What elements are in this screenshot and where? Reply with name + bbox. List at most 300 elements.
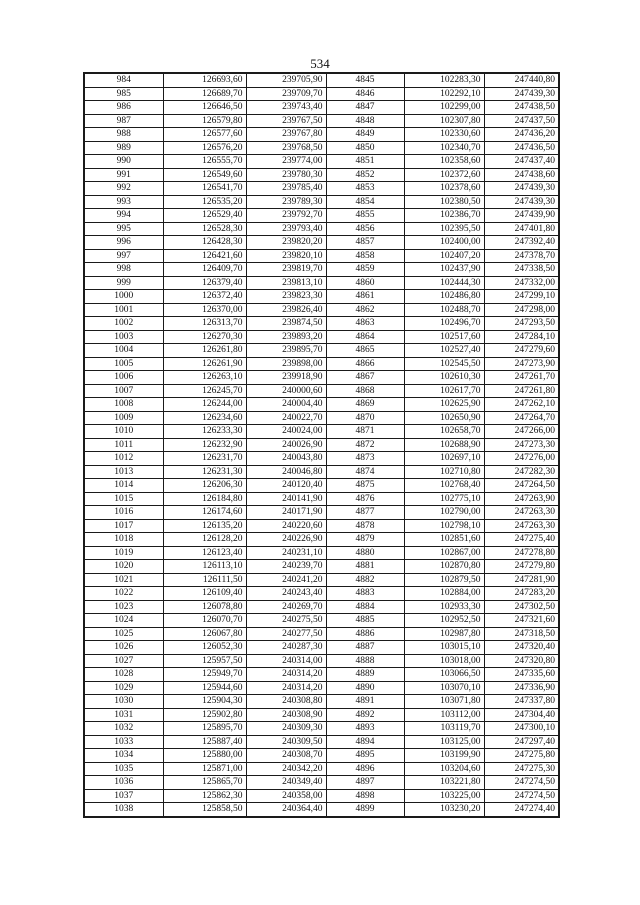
table-row [84, 452, 559, 466]
point-number-cell: 1010 [84, 425, 163, 439]
x-coordinate-cell: 102372,60 [404, 168, 484, 182]
table-row [84, 209, 559, 223]
table-row [84, 600, 559, 614]
y-coordinate-cell: 240349,40 [246, 776, 326, 790]
point-number-cell: 1018 [84, 533, 163, 547]
point-number-cell: 1002 [84, 317, 163, 331]
x-coordinate-cell: 102292,10 [404, 87, 484, 101]
x-coordinate-cell: 102952,50 [404, 614, 484, 628]
y-coordinate-cell: 247320,80 [484, 654, 559, 668]
x-coordinate-cell: 103204,60 [404, 762, 484, 776]
x-coordinate-cell: 126113,10 [163, 560, 246, 574]
point-number-cell: 986 [84, 101, 163, 115]
y-coordinate-cell: 247275,40 [484, 533, 559, 547]
y-coordinate-cell: 239895,70 [246, 344, 326, 358]
x-coordinate-cell: 126261,90 [163, 357, 246, 371]
point-number-cell: 4870 [326, 411, 404, 425]
table-row [84, 303, 559, 317]
point-number-cell: 1017 [84, 519, 163, 533]
x-coordinate-cell: 102610,30 [404, 371, 484, 385]
x-coordinate-cell: 103199,90 [404, 749, 484, 763]
point-number-cell: 4867 [326, 371, 404, 385]
y-coordinate-cell: 239820,20 [246, 236, 326, 250]
x-coordinate-cell: 126646,50 [163, 101, 246, 115]
coordinates-table-body [84, 73, 559, 817]
x-coordinate-cell: 126070,70 [163, 614, 246, 628]
point-number-cell: 1034 [84, 749, 163, 763]
y-coordinate-cell: 247264,70 [484, 411, 559, 425]
point-number-cell: 4854 [326, 195, 404, 209]
y-coordinate-cell: 239785,40 [246, 182, 326, 196]
table-row [84, 708, 559, 722]
x-coordinate-cell: 125871,00 [163, 762, 246, 776]
point-number-cell: 4864 [326, 330, 404, 344]
x-coordinate-cell: 125949,70 [163, 668, 246, 682]
point-number-cell: 991 [84, 168, 163, 182]
table-row [84, 803, 559, 817]
point-number-cell: 4858 [326, 249, 404, 263]
y-coordinate-cell: 247278,80 [484, 546, 559, 560]
y-coordinate-cell: 247440,80 [484, 73, 559, 87]
table-row [84, 357, 559, 371]
y-coordinate-cell: 240231,10 [246, 546, 326, 560]
x-coordinate-cell: 103018,00 [404, 654, 484, 668]
table-row [84, 614, 559, 628]
y-coordinate-cell: 247298,00 [484, 303, 559, 317]
y-coordinate-cell: 239918,90 [246, 371, 326, 385]
point-number-cell: 1025 [84, 627, 163, 641]
x-coordinate-cell: 102697,10 [404, 452, 484, 466]
table-row [84, 384, 559, 398]
x-coordinate-cell: 126409,70 [163, 263, 246, 277]
point-number-cell: 4880 [326, 546, 404, 560]
x-coordinate-cell: 126231,70 [163, 452, 246, 466]
y-coordinate-cell: 240358,00 [246, 789, 326, 803]
point-number-cell: 993 [84, 195, 163, 209]
x-coordinate-cell: 102407,20 [404, 249, 484, 263]
y-coordinate-cell: 247274,50 [484, 789, 559, 803]
y-coordinate-cell: 240275,50 [246, 614, 326, 628]
x-coordinate-cell: 102307,80 [404, 114, 484, 128]
table-row [84, 654, 559, 668]
point-number-cell: 995 [84, 222, 163, 236]
y-coordinate-cell: 247439,30 [484, 182, 559, 196]
point-number-cell: 4886 [326, 627, 404, 641]
y-coordinate-cell: 239743,40 [246, 101, 326, 115]
point-number-cell: 4876 [326, 492, 404, 506]
point-number-cell: 4899 [326, 803, 404, 817]
point-number-cell: 4866 [326, 357, 404, 371]
x-coordinate-cell: 102380,50 [404, 195, 484, 209]
y-coordinate-cell: 247293,50 [484, 317, 559, 331]
table-row [84, 627, 559, 641]
x-coordinate-cell: 126428,30 [163, 236, 246, 250]
x-coordinate-cell: 125944,60 [163, 681, 246, 695]
y-coordinate-cell: 240171,90 [246, 506, 326, 520]
y-coordinate-cell: 239826,40 [246, 303, 326, 317]
y-coordinate-cell: 247284,10 [484, 330, 559, 344]
y-coordinate-cell: 247281,90 [484, 573, 559, 587]
x-coordinate-cell: 102867,00 [404, 546, 484, 560]
point-number-cell: 992 [84, 182, 163, 196]
y-coordinate-cell: 240239,70 [246, 560, 326, 574]
point-number-cell: 1012 [84, 452, 163, 466]
table-row [84, 141, 559, 155]
x-coordinate-cell: 125862,30 [163, 789, 246, 803]
y-coordinate-cell: 240226,90 [246, 533, 326, 547]
x-coordinate-cell: 125887,40 [163, 735, 246, 749]
x-coordinate-cell: 103119,70 [404, 722, 484, 736]
y-coordinate-cell: 247279,60 [484, 344, 559, 358]
point-number-cell: 4881 [326, 560, 404, 574]
table-row [84, 425, 559, 439]
point-number-cell: 4896 [326, 762, 404, 776]
point-number-cell: 4895 [326, 749, 404, 763]
y-coordinate-cell: 240314,00 [246, 654, 326, 668]
x-coordinate-cell: 102386,70 [404, 209, 484, 223]
table-row [84, 546, 559, 560]
y-coordinate-cell: 239767,50 [246, 114, 326, 128]
point-number-cell: 1003 [84, 330, 163, 344]
table-row [84, 411, 559, 425]
point-number-cell: 1036 [84, 776, 163, 790]
point-number-cell: 4894 [326, 735, 404, 749]
y-coordinate-cell: 247438,50 [484, 101, 559, 115]
x-coordinate-cell: 126128,20 [163, 533, 246, 547]
y-coordinate-cell: 247262,10 [484, 398, 559, 412]
x-coordinate-cell: 103112,00 [404, 708, 484, 722]
point-number-cell: 989 [84, 141, 163, 155]
coordinates-table [83, 72, 560, 818]
y-coordinate-cell: 240120,40 [246, 479, 326, 493]
point-number-cell: 1001 [84, 303, 163, 317]
y-coordinate-cell: 247261,80 [484, 384, 559, 398]
table-row [84, 560, 559, 574]
x-coordinate-cell: 126245,70 [163, 384, 246, 398]
table-row [84, 128, 559, 142]
point-number-cell: 4887 [326, 641, 404, 655]
point-number-cell: 4857 [326, 236, 404, 250]
x-coordinate-cell: 102358,60 [404, 155, 484, 169]
point-number-cell: 4878 [326, 519, 404, 533]
x-coordinate-cell: 125880,00 [163, 749, 246, 763]
y-coordinate-cell: 240269,70 [246, 600, 326, 614]
x-coordinate-cell: 126579,80 [163, 114, 246, 128]
point-number-cell: 1014 [84, 479, 163, 493]
table-row [84, 749, 559, 763]
point-number-cell: 4872 [326, 438, 404, 452]
table-row [84, 506, 559, 520]
y-coordinate-cell: 239823,30 [246, 290, 326, 304]
y-coordinate-cell: 239874,50 [246, 317, 326, 331]
y-coordinate-cell: 247273,90 [484, 357, 559, 371]
y-coordinate-cell: 247437,40 [484, 155, 559, 169]
table-row [84, 735, 559, 749]
point-number-cell: 4859 [326, 263, 404, 277]
point-number-cell: 4879 [326, 533, 404, 547]
x-coordinate-cell: 126535,20 [163, 195, 246, 209]
point-number-cell: 4882 [326, 573, 404, 587]
y-coordinate-cell: 247266,00 [484, 425, 559, 439]
x-coordinate-cell: 126541,70 [163, 182, 246, 196]
x-coordinate-cell: 102884,00 [404, 587, 484, 601]
y-coordinate-cell: 240141,90 [246, 492, 326, 506]
y-coordinate-cell: 247263,30 [484, 519, 559, 533]
point-number-cell: 1023 [84, 600, 163, 614]
y-coordinate-cell: 240308,90 [246, 708, 326, 722]
y-coordinate-cell: 247297,40 [484, 735, 559, 749]
y-coordinate-cell: 240220,60 [246, 519, 326, 533]
x-coordinate-cell: 126206,30 [163, 479, 246, 493]
point-number-cell: 4860 [326, 276, 404, 290]
x-coordinate-cell: 125895,70 [163, 722, 246, 736]
point-number-cell: 1037 [84, 789, 163, 803]
table-row [84, 317, 559, 331]
point-number-cell: 994 [84, 209, 163, 223]
y-coordinate-cell: 239813,10 [246, 276, 326, 290]
point-number-cell: 4865 [326, 344, 404, 358]
point-number-cell: 998 [84, 263, 163, 277]
y-coordinate-cell: 240364,40 [246, 803, 326, 817]
y-coordinate-cell: 239780,30 [246, 168, 326, 182]
y-coordinate-cell: 240241,20 [246, 573, 326, 587]
point-number-cell: 999 [84, 276, 163, 290]
x-coordinate-cell: 102330,60 [404, 128, 484, 142]
point-number-cell: 4871 [326, 425, 404, 439]
y-coordinate-cell: 239819,70 [246, 263, 326, 277]
y-coordinate-cell: 239768,50 [246, 141, 326, 155]
table-row [84, 330, 559, 344]
y-coordinate-cell: 247273,30 [484, 438, 559, 452]
table-row [84, 168, 559, 182]
point-number-cell: 4890 [326, 681, 404, 695]
point-number-cell: 1015 [84, 492, 163, 506]
y-coordinate-cell: 239793,40 [246, 222, 326, 236]
point-number-cell: 1007 [84, 384, 163, 398]
y-coordinate-cell: 240277,50 [246, 627, 326, 641]
point-number-cell: 4883 [326, 587, 404, 601]
point-number-cell: 1035 [84, 762, 163, 776]
x-coordinate-cell: 126370,00 [163, 303, 246, 317]
x-coordinate-cell: 102340,70 [404, 141, 484, 155]
x-coordinate-cell: 126234,60 [163, 411, 246, 425]
point-number-cell: 1027 [84, 654, 163, 668]
table-row [84, 182, 559, 196]
y-coordinate-cell: 240043,80 [246, 452, 326, 466]
point-number-cell: 1013 [84, 465, 163, 479]
y-coordinate-cell: 247261,70 [484, 371, 559, 385]
y-coordinate-cell: 240022,70 [246, 411, 326, 425]
point-number-cell: 4897 [326, 776, 404, 790]
y-coordinate-cell: 240000,60 [246, 384, 326, 398]
point-number-cell: 1016 [84, 506, 163, 520]
table-row [84, 519, 559, 533]
point-number-cell: 4891 [326, 695, 404, 709]
x-coordinate-cell: 102437,90 [404, 263, 484, 277]
point-number-cell: 1009 [84, 411, 163, 425]
point-number-cell: 4874 [326, 465, 404, 479]
point-number-cell: 1024 [84, 614, 163, 628]
table-row [84, 290, 559, 304]
y-coordinate-cell: 247300,10 [484, 722, 559, 736]
table-row [84, 465, 559, 479]
x-coordinate-cell: 126232,90 [163, 438, 246, 452]
x-coordinate-cell: 103070,10 [404, 681, 484, 695]
x-coordinate-cell: 126270,30 [163, 330, 246, 344]
x-coordinate-cell: 126577,60 [163, 128, 246, 142]
y-coordinate-cell: 247283,20 [484, 587, 559, 601]
y-coordinate-cell: 247321,60 [484, 614, 559, 628]
y-coordinate-cell: 247274,40 [484, 803, 559, 817]
table-row [84, 492, 559, 506]
x-coordinate-cell: 126549,60 [163, 168, 246, 182]
x-coordinate-cell: 126135,20 [163, 519, 246, 533]
y-coordinate-cell: 240342,20 [246, 762, 326, 776]
x-coordinate-cell: 102545,50 [404, 357, 484, 371]
y-coordinate-cell: 247439,30 [484, 87, 559, 101]
y-coordinate-cell: 247438,60 [484, 168, 559, 182]
x-coordinate-cell: 126372,40 [163, 290, 246, 304]
x-coordinate-cell: 102870,80 [404, 560, 484, 574]
y-coordinate-cell: 247436,20 [484, 128, 559, 142]
y-coordinate-cell: 247336,90 [484, 681, 559, 695]
point-number-cell: 1019 [84, 546, 163, 560]
point-number-cell: 1008 [84, 398, 163, 412]
y-coordinate-cell: 240024,00 [246, 425, 326, 439]
point-number-cell: 1033 [84, 735, 163, 749]
x-coordinate-cell: 126067,80 [163, 627, 246, 641]
x-coordinate-cell: 102625,90 [404, 398, 484, 412]
y-coordinate-cell: 247332,00 [484, 276, 559, 290]
point-number-cell: 4877 [326, 506, 404, 520]
x-coordinate-cell: 126263,10 [163, 371, 246, 385]
y-coordinate-cell: 247264,50 [484, 479, 559, 493]
table-row [84, 249, 559, 263]
x-coordinate-cell: 102710,80 [404, 465, 484, 479]
point-number-cell: 4852 [326, 168, 404, 182]
point-number-cell: 4855 [326, 209, 404, 223]
x-coordinate-cell: 102299,00 [404, 101, 484, 115]
x-coordinate-cell: 102658,70 [404, 425, 484, 439]
point-number-cell: 4873 [326, 452, 404, 466]
table-row [84, 789, 559, 803]
point-number-cell: 988 [84, 128, 163, 142]
table-row [84, 533, 559, 547]
point-number-cell: 997 [84, 249, 163, 263]
table-row [84, 587, 559, 601]
table-row [84, 398, 559, 412]
y-coordinate-cell: 247337,80 [484, 695, 559, 709]
point-number-cell: 4884 [326, 600, 404, 614]
y-coordinate-cell: 239898,00 [246, 357, 326, 371]
table-row [84, 668, 559, 682]
y-coordinate-cell: 247392,40 [484, 236, 559, 250]
x-coordinate-cell: 126184,80 [163, 492, 246, 506]
point-number-cell: 4889 [326, 668, 404, 682]
point-number-cell: 1005 [84, 357, 163, 371]
y-coordinate-cell: 247320,40 [484, 641, 559, 655]
x-coordinate-cell: 126109,40 [163, 587, 246, 601]
point-number-cell: 987 [84, 114, 163, 128]
point-number-cell: 1031 [84, 708, 163, 722]
y-coordinate-cell: 239893,20 [246, 330, 326, 344]
table-row [84, 222, 559, 236]
y-coordinate-cell: 239705,90 [246, 73, 326, 87]
y-coordinate-cell: 240309,30 [246, 722, 326, 736]
point-number-cell: 1030 [84, 695, 163, 709]
x-coordinate-cell: 103015,10 [404, 641, 484, 655]
x-coordinate-cell: 102688,90 [404, 438, 484, 452]
y-coordinate-cell: 240308,80 [246, 695, 326, 709]
point-number-cell: 984 [84, 73, 163, 87]
table-row [84, 641, 559, 655]
x-coordinate-cell: 126379,40 [163, 276, 246, 290]
x-coordinate-cell: 102378,60 [404, 182, 484, 196]
x-coordinate-cell: 126576,20 [163, 141, 246, 155]
point-number-cell: 1000 [84, 290, 163, 304]
y-coordinate-cell: 247299,10 [484, 290, 559, 304]
x-coordinate-cell: 125902,80 [163, 708, 246, 722]
point-number-cell: 1032 [84, 722, 163, 736]
y-coordinate-cell: 247439,30 [484, 195, 559, 209]
table-row [84, 73, 559, 87]
x-coordinate-cell: 126555,70 [163, 155, 246, 169]
y-coordinate-cell: 240309,50 [246, 735, 326, 749]
y-coordinate-cell: 239789,30 [246, 195, 326, 209]
point-number-cell: 990 [84, 155, 163, 169]
point-number-cell: 1038 [84, 803, 163, 817]
table-row [84, 776, 559, 790]
x-coordinate-cell: 126052,30 [163, 641, 246, 655]
x-coordinate-cell: 102775,10 [404, 492, 484, 506]
x-coordinate-cell: 103230,20 [404, 803, 484, 817]
x-coordinate-cell: 103221,80 [404, 776, 484, 790]
y-coordinate-cell: 247275,80 [484, 749, 559, 763]
y-coordinate-cell: 247436,50 [484, 141, 559, 155]
x-coordinate-cell: 126313,70 [163, 317, 246, 331]
x-coordinate-cell: 103225,00 [404, 789, 484, 803]
point-number-cell: 4898 [326, 789, 404, 803]
table-row [84, 263, 559, 277]
x-coordinate-cell: 126529,40 [163, 209, 246, 223]
x-coordinate-cell: 103071,80 [404, 695, 484, 709]
point-number-cell: 1020 [84, 560, 163, 574]
point-number-cell: 985 [84, 87, 163, 101]
table-row [84, 438, 559, 452]
y-coordinate-cell: 239774,00 [246, 155, 326, 169]
point-number-cell: 4845 [326, 73, 404, 87]
y-coordinate-cell: 247439,90 [484, 209, 559, 223]
point-number-cell: 4868 [326, 384, 404, 398]
x-coordinate-cell: 126078,80 [163, 600, 246, 614]
x-coordinate-cell: 126421,60 [163, 249, 246, 263]
y-coordinate-cell: 247279,80 [484, 560, 559, 574]
point-number-cell: 4862 [326, 303, 404, 317]
y-coordinate-cell: 247338,50 [484, 263, 559, 277]
x-coordinate-cell: 125858,50 [163, 803, 246, 817]
table-row [84, 344, 559, 358]
x-coordinate-cell: 102768,40 [404, 479, 484, 493]
x-coordinate-cell: 126231,30 [163, 465, 246, 479]
y-coordinate-cell: 240004,40 [246, 398, 326, 412]
x-coordinate-cell: 103066,50 [404, 668, 484, 682]
y-coordinate-cell: 247335,60 [484, 668, 559, 682]
y-coordinate-cell: 240314,20 [246, 668, 326, 682]
x-coordinate-cell: 102933,30 [404, 600, 484, 614]
x-coordinate-cell: 103125,00 [404, 735, 484, 749]
x-coordinate-cell: 126233,30 [163, 425, 246, 439]
point-number-cell: 4885 [326, 614, 404, 628]
